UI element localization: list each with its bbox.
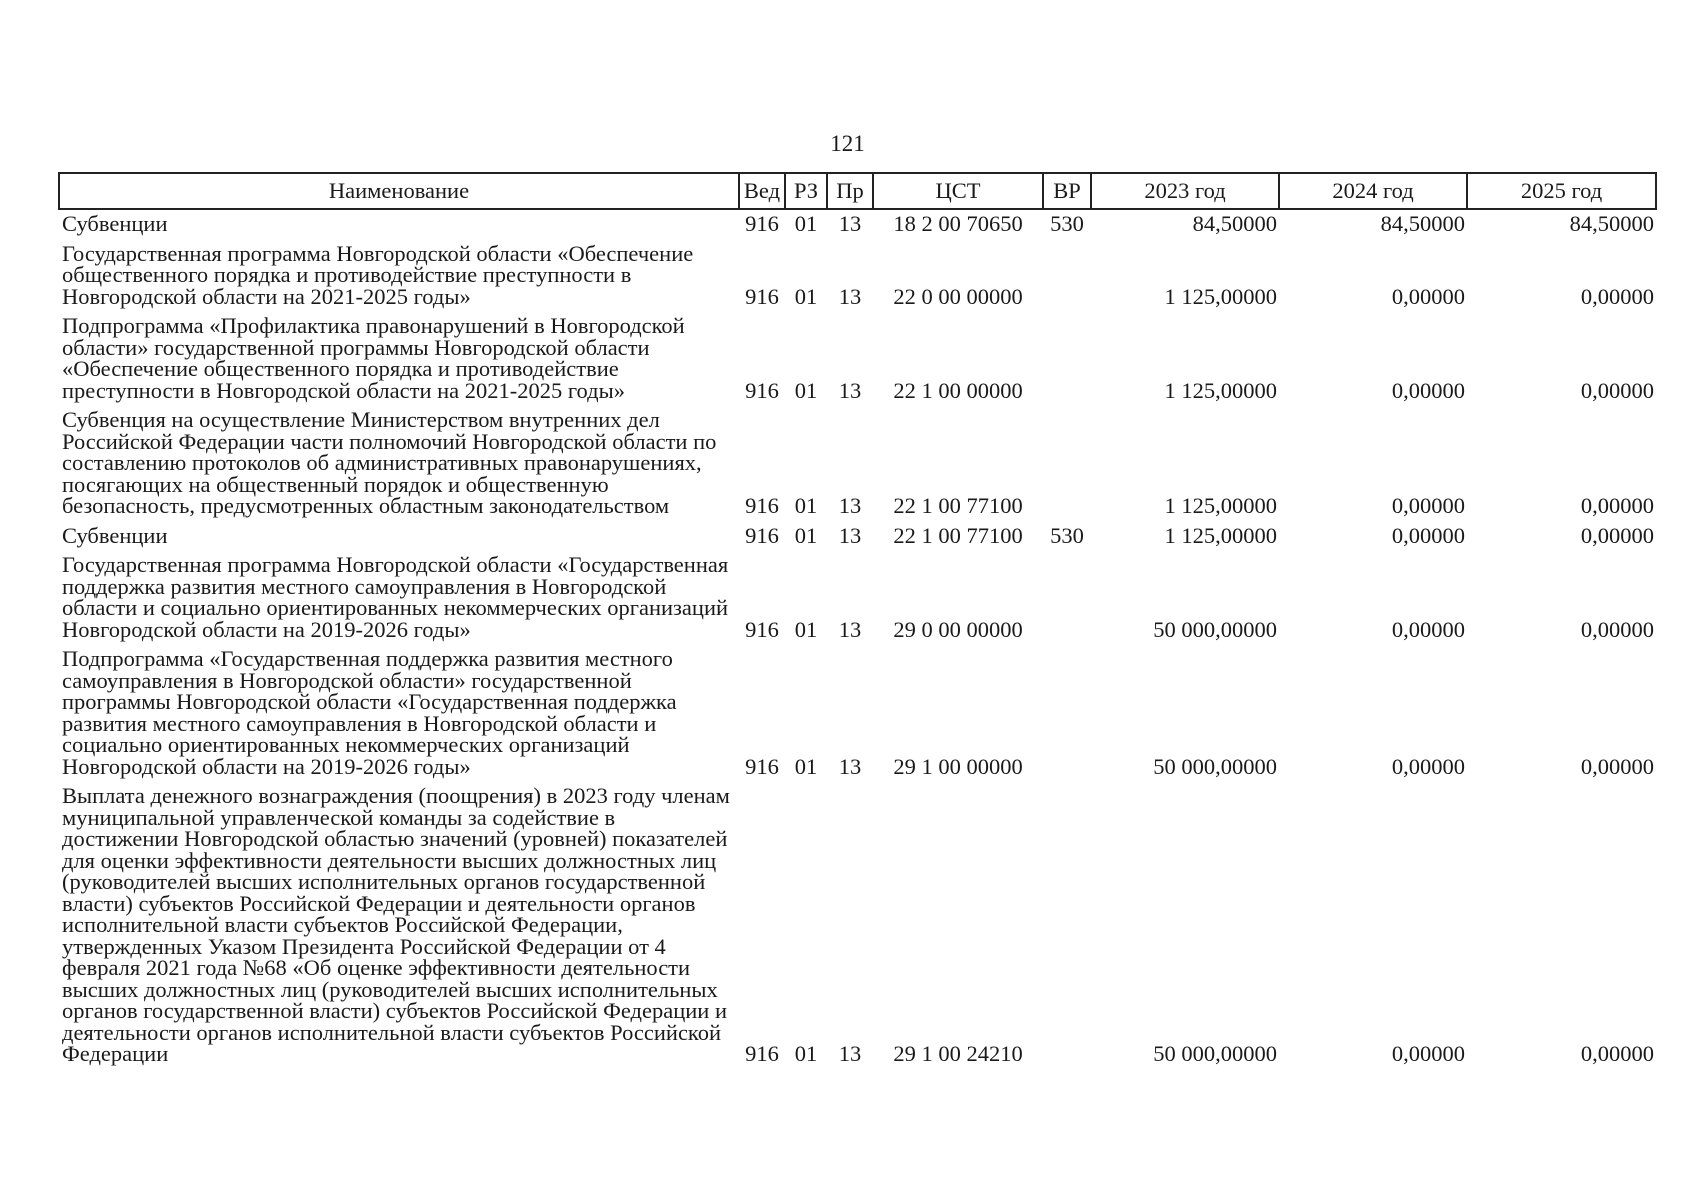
- row-cst: 22 1 00 00000: [893, 377, 1023, 403]
- row-2024: 0,00000: [1391, 493, 1465, 518]
- header-ved: Вед: [739, 173, 785, 209]
- row-2023: 1 125,00000: [1164, 377, 1277, 403]
- row-vr: [1043, 551, 1091, 645]
- row-2023: 1 125,00000: [1164, 283, 1277, 309]
- header-2023: 2023 год: [1091, 173, 1279, 209]
- row-2025: 0,00000: [1580, 522, 1654, 548]
- row-2025: 0,00000: [1580, 1041, 1654, 1066]
- table-row: [59, 312, 1656, 406]
- row-2024: 0,00000: [1391, 753, 1465, 779]
- row-pr: 13: [838, 522, 862, 548]
- table-row: [59, 522, 1656, 552]
- row-name: Подпрограмма «Профилактика правонарушений в Новгородской области» государственной программы Новгородской области «Обеспечение общественного порядка и противодействие преступности в Новгородской области на 2021-2025 годы»: [62, 313, 685, 403]
- row-vr: [1043, 645, 1091, 782]
- row-rz: 01: [794, 522, 818, 548]
- row-name: Подпрограмма «Государственная поддержка развития местного самоуправления в Новгородской области» государственной программы Новгородской области «Государственная поддержка развития местного самоуправления в Новгородской области и социально ориентированных некоммерческих организаций Новгородской области на 2019-2026 годы»: [62, 646, 677, 779]
- row-pr: 13: [838, 1041, 862, 1066]
- header-2024: 2024 год: [1279, 173, 1467, 209]
- table-row: [59, 551, 1656, 645]
- row-name: Государственная программа Новгородской области «Обеспечение общественного порядка и противодействие преступности в Новгородской области на 2021-2025 годы»: [62, 240, 694, 309]
- row-pr: 13: [838, 211, 862, 236]
- row-vr: [1043, 782, 1091, 1070]
- table-row: [59, 406, 1656, 522]
- header-2025: 2025 год: [1467, 173, 1656, 209]
- row-name: Выплата денежного вознаграждения (поощрения) в 2023 году членам муниципальной управленческой команды за содействие в достижении Новгородской областью значений (уровней) показателей для оценки эффективности деятельности высших должностных лиц (руководителей высших исполнительных органов государственной власти) субъектов Российской Федерации и деятельности органов исполнительной власти субъектов Российской Федерации, утвержденных Указом Президента Российской Федерации от 4 февраля 2021 года №68 «Об оценке эффективности деятельности высших должностных лиц (руководителей высших исполнительных органов государственной власти) субъектов Российской Федерации и деятельности органов исполнительной власти субъектов Российской Федерации: [62, 783, 730, 1066]
- row-cst: 29 1 00 00000: [893, 753, 1023, 779]
- row-ved: 916: [745, 493, 779, 518]
- row-ved: 916: [745, 211, 779, 236]
- page-number: 121: [830, 131, 865, 156]
- row-2025: 0,00000: [1580, 616, 1654, 642]
- row-ved: 916: [745, 1041, 779, 1066]
- header-vr: ВР: [1043, 173, 1091, 209]
- row-name: Государственная программа Новгородской области «Государственная поддержка развития местного самоуправления в Новгородской области и социально ориентированных некоммерческих организаций Новгородской области на 2019-2026 годы»: [62, 552, 729, 642]
- row-rz: 01: [794, 211, 818, 236]
- row-2023: 50 000,00000: [1153, 1041, 1277, 1066]
- row-cst: 22 1 00 77100: [893, 522, 1023, 548]
- row-rz: 01: [794, 616, 818, 642]
- row-2023: 1 125,00000: [1164, 522, 1277, 548]
- header-rz: РЗ: [785, 173, 827, 209]
- row-cst: 29 0 00 00000: [893, 616, 1023, 642]
- row-ved: 916: [745, 616, 779, 642]
- row-vr: 530: [1050, 211, 1084, 236]
- row-rz: 01: [794, 1041, 818, 1066]
- table-row: [59, 782, 1656, 1070]
- row-2024: 0,00000: [1391, 1041, 1465, 1066]
- row-2023: 84,50000: [1192, 211, 1277, 236]
- row-2025: 84,50000: [1569, 211, 1654, 236]
- header-name: Наименование: [59, 173, 739, 209]
- table-header-row: [59, 173, 1656, 209]
- row-ved: 916: [745, 753, 779, 779]
- row-2023: 50 000,00000: [1153, 753, 1277, 779]
- row-2025: 0,00000: [1580, 283, 1654, 309]
- row-pr: 13: [838, 616, 862, 642]
- row-vr: 530: [1050, 522, 1084, 548]
- row-pr: 13: [838, 377, 862, 403]
- row-vr: [1043, 312, 1091, 406]
- row-ved: 916: [745, 283, 779, 309]
- header-cst: ЦСТ: [873, 173, 1043, 209]
- table-row: [59, 240, 1656, 313]
- row-vr: [1043, 406, 1091, 522]
- row-ved: 916: [745, 522, 779, 548]
- row-vr: [1043, 240, 1091, 313]
- row-2024: 0,00000: [1391, 522, 1465, 548]
- row-pr: 13: [838, 753, 862, 779]
- row-cst: 18 2 00 70650: [893, 211, 1023, 236]
- row-rz: 01: [794, 377, 818, 403]
- row-name: Субвенции: [62, 522, 168, 548]
- budget-table: [58, 172, 1657, 1070]
- table-row: [59, 209, 1656, 240]
- row-rz: 01: [794, 753, 818, 779]
- row-pr: 13: [838, 283, 862, 309]
- row-2025: 0,00000: [1580, 377, 1654, 403]
- row-2024: 84,50000: [1380, 211, 1465, 236]
- row-cst: 22 1 00 77100: [893, 493, 1023, 518]
- row-cst: 29 1 00 24210: [893, 1041, 1023, 1066]
- table-row: [59, 645, 1656, 782]
- row-rz: 01: [794, 493, 818, 518]
- row-2023: 50 000,00000: [1153, 616, 1277, 642]
- row-cst: 22 0 00 00000: [893, 283, 1023, 309]
- row-name: Субвенция на осуществление Министерством внутренних дел Российской Федерации части полномочий Новгородской области по составлению протоколов об административных правонарушениях, посягающих на общественный порядок и общественную безопасность, предусмотренных областным законодательством: [62, 407, 717, 518]
- row-ved: 916: [745, 377, 779, 403]
- row-pr: 13: [838, 493, 862, 518]
- row-2024: 0,00000: [1391, 377, 1465, 403]
- row-name: Субвенции: [62, 211, 168, 236]
- header-pr: Пр: [827, 173, 873, 209]
- row-2024: 0,00000: [1391, 283, 1465, 309]
- row-2023: 1 125,00000: [1164, 493, 1277, 518]
- row-2024: 0,00000: [1391, 616, 1465, 642]
- row-rz: 01: [794, 283, 818, 309]
- row-2025: 0,00000: [1580, 753, 1654, 779]
- row-2025: 0,00000: [1580, 493, 1654, 518]
